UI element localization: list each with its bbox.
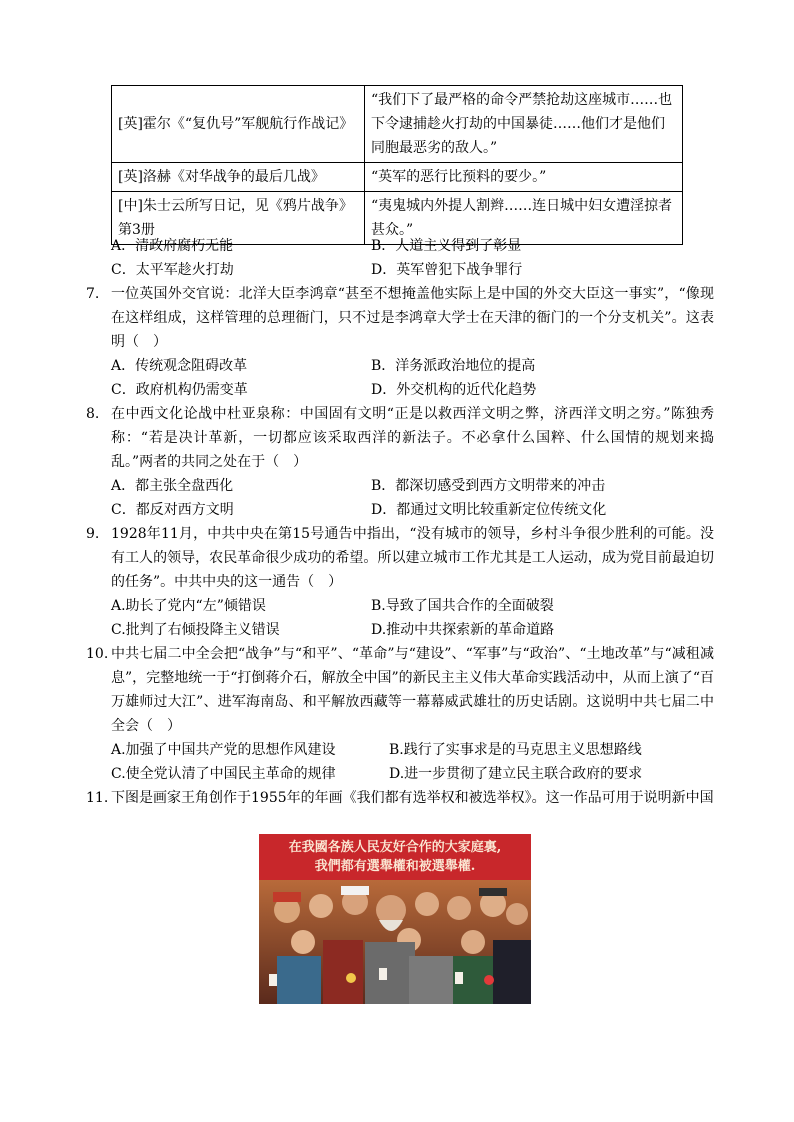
question-stem: 1928年11月，中共中央在第15号通告中指出，“没有城市的领导，乡村斗争很少胜利的可能。没有工人的领导，农民革命很少成功的希望。所以建立城市工作尤其是工人运动，成为党目前最迫切的任务”。中共中央的这一通告（ ）: [111, 526, 714, 590]
question-10: [86, 642, 714, 738]
option-a[interactable]: A.助长了党内“左”倾错误: [111, 598, 266, 614]
option-a[interactable]: A．清政府腐朽无能: [111, 238, 234, 254]
option-c[interactable]: C．太平军趁火打劫: [111, 262, 234, 278]
q7-options: [111, 354, 731, 402]
q6-options: [111, 234, 731, 282]
question-number: 10.: [86, 646, 109, 662]
poster-crowd-illustration: [259, 880, 531, 1004]
option-b[interactable]: B.导致了国共合作的全面破裂: [371, 598, 554, 614]
question-11: [86, 786, 714, 810]
option-b[interactable]: B.践行了实事求是的马克思主义思想路线: [389, 742, 642, 758]
table-source-cell: [英]洛赫《对华战争的最后几战》: [112, 163, 365, 192]
question-stem: 中共七届二中全会把“战争”与“和平”、“革命”与“建设”、“军事”与“政治”、“土地改革”与“减租减息”，完整地统一于“打倒蒋介石，解放全中国”的新民主主义伟大革命实践活动中，从而上演了“百万雄师过大江”、进军海南岛、和平解放西藏等一幕幕威武雄壮的历史话剧。这说明中共七届二中全会（ ）: [111, 646, 714, 734]
q8-options: [111, 474, 731, 522]
option-d[interactable]: D．都通过文明比较重新定位传统文化: [371, 502, 607, 518]
question-7: [86, 282, 714, 354]
option-d[interactable]: D.进一步贯彻了建立民主联合政府的要求: [389, 766, 643, 782]
q6-source-table: [111, 85, 683, 245]
question-number: 11.: [86, 790, 109, 806]
poster-caption-line-2: 我們都有選舉權和被選舉權.: [314, 859, 476, 874]
table-quote-cell: “英军的恶行比预料的要少。”: [365, 163, 683, 192]
option-d[interactable]: D．英军曾犯下战争罪行: [371, 262, 523, 278]
option-b[interactable]: B．洋务派政治地位的提高: [371, 358, 536, 374]
q10-options: [111, 738, 731, 786]
poster-banner: [259, 834, 531, 880]
table-quote-cell: “我们下了最严格的命令严禁抢劫这座城市……也下令逮捕趁火打劫的中国暴徒……他们才是他们同胞最恶劣的敌人。”: [365, 86, 683, 163]
question-stem: 在中西文化论战中杜亚泉称：中国固有文明“正是以救西洋文明之弊，济西洋文明之穷。”陈独秀称：“若是决计革新，一切都应该采取西洋的新法子。不必拿什么国粹、什么国情的规划来捣乱。”两者的共同之处在于（ ）: [111, 406, 714, 470]
option-b[interactable]: B．都深切感受到西方文明带来的冲击: [371, 478, 606, 494]
question-number: 7.: [86, 286, 100, 302]
q9-options: [111, 594, 731, 642]
option-c[interactable]: C.使全党认清了中国民主革命的规律: [111, 766, 336, 782]
poster-caption-line-1: 在我國各族人民友好合作的大家庭裏,: [288, 840, 502, 855]
option-a[interactable]: A.加强了中国共产党的思想作风建设: [111, 742, 336, 758]
table-row: [112, 86, 683, 163]
option-c[interactable]: C．政府机构仍需变革: [111, 382, 248, 398]
option-b[interactable]: B．人道主义得到了彰显: [371, 238, 522, 254]
new-year-poster-image: [259, 834, 531, 1004]
table-source-cell: [英]霍尔《“复仇号”军舰航行作战记》: [112, 86, 365, 163]
question-8: [86, 402, 714, 474]
question-stem: 一位英国外交官说：北洋大臣李鸿章“甚至不想掩盖他实际上是中国的外交大臣这一事实”，“像现在这样组成，这样管理的总理衙门，只不过是李鸿章大学士在天津的衙门的一个分支机关”。这表明（ ）: [111, 286, 714, 350]
option-c[interactable]: C.批判了右倾投降主义错误: [111, 622, 280, 638]
option-c[interactable]: C．都反对西方文明: [111, 502, 234, 518]
option-d[interactable]: D.推动中共探索新的革命道路: [371, 622, 555, 638]
table-source-cell: [中]朱士云所写日记，见《鸦片战争》第3册: [112, 192, 365, 245]
question-number: 9.: [86, 526, 100, 542]
option-d[interactable]: D．外交机构的近代化趋势: [371, 382, 537, 398]
table-row: [112, 163, 683, 192]
option-a[interactable]: A．都主张全盘西化: [111, 478, 234, 494]
question-9: [86, 522, 714, 594]
question-stem: 下图是画家王角创作于1955年的年画《我们都有选举权和被选举权》。这一作品可用于说明新中国: [111, 790, 714, 806]
table-quote-cell: “夷鬼城内外提人割辫……连日城中妇女遭淫掠者甚众。”: [365, 192, 683, 245]
question-number: 8.: [86, 406, 100, 422]
option-a[interactable]: A．传统观念阻碍改革: [111, 358, 248, 374]
